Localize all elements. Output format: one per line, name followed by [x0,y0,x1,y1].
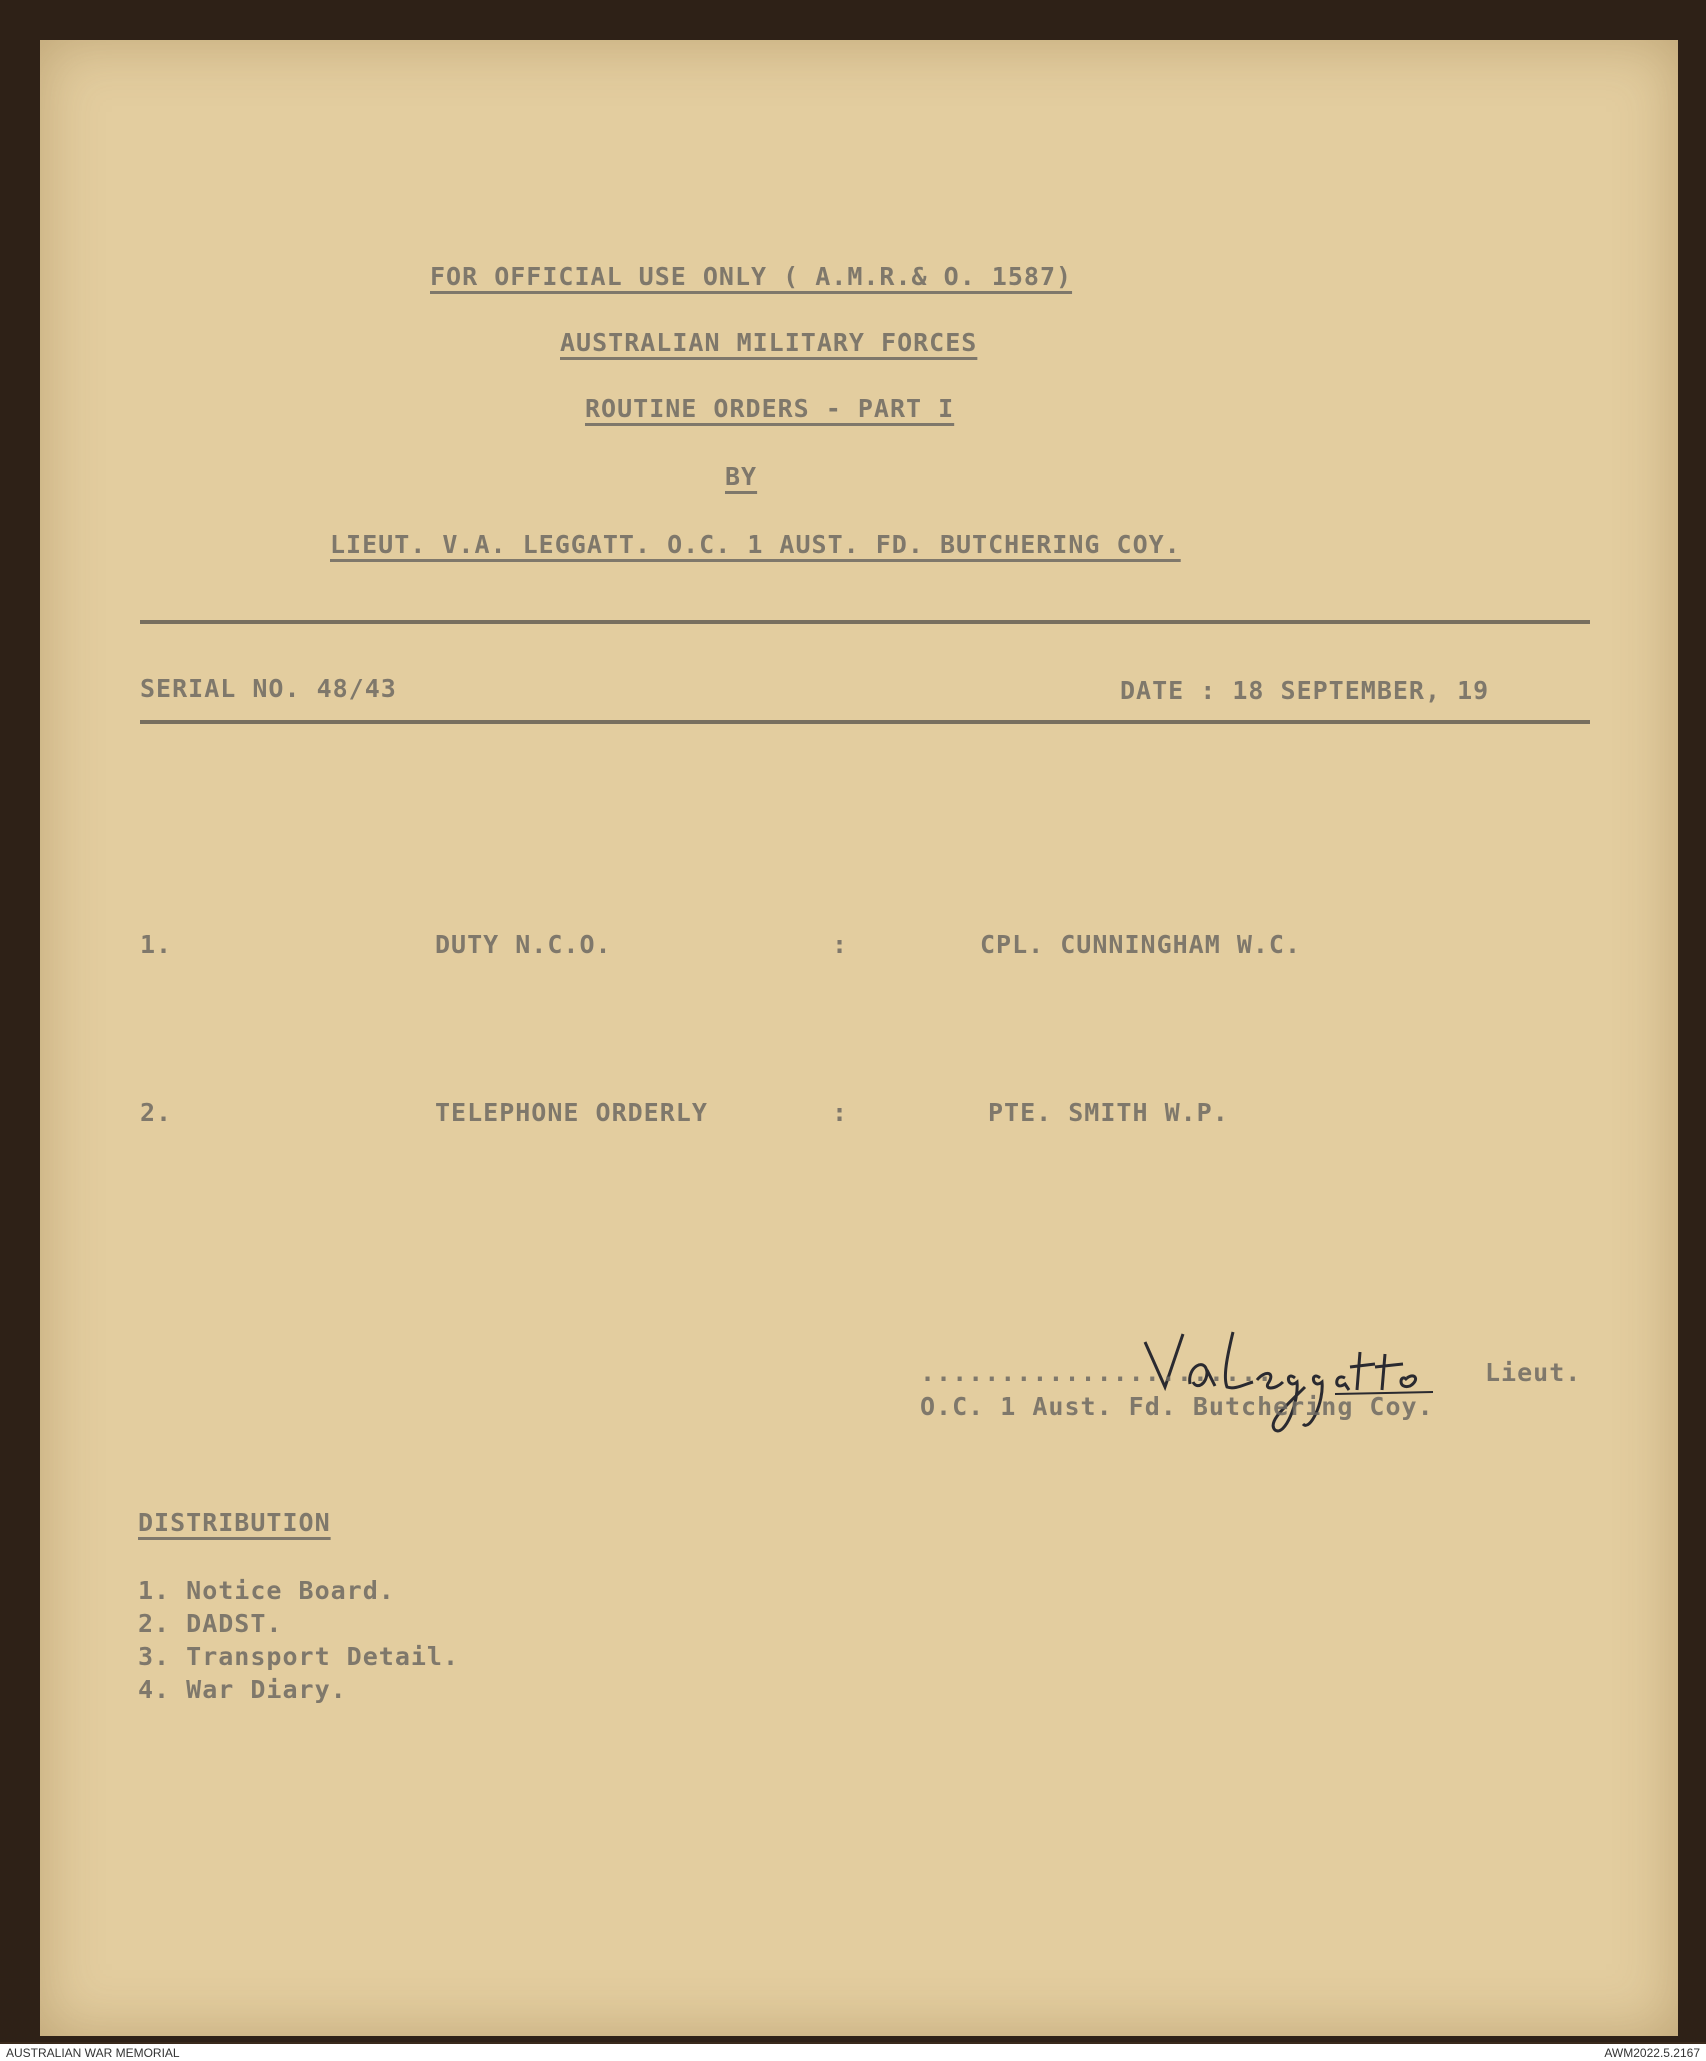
distribution-item: 3. Transport Detail. [138,1642,460,1671]
archive-reference: AWM2022.5.2167 [1604,2046,1700,2060]
header-restriction: FOR OFFICIAL USE ONLY ( A.M.R.& O. 1587) [430,262,1073,291]
order-separator: : [832,930,849,959]
distribution-item: 4. War Diary. [138,1675,347,1704]
top-rule [140,620,1590,624]
archive-footer [0,2044,1706,2061]
archive-name: AUSTRALIAN WAR MEMORIAL [6,2046,180,2060]
bottom-rule [140,720,1590,724]
header-routine-orders: ROUTINE ORDERS - PART I [585,394,955,423]
signatory-rank: Lieut. [1485,1358,1582,1387]
order-duty: TELEPHONE ORDERLY [435,1098,708,1127]
distribution-item: 1. Notice Board. [138,1576,395,1605]
header-by: BY [725,462,758,491]
order-separator: : [832,1098,849,1127]
header-forces: AUSTRALIAN MILITARY FORCES [560,328,978,357]
order-name: PTE. SMITH W.P. [988,1098,1229,1127]
order-date: DATE : 18 SEPTEMBER, 19 [1120,676,1490,705]
header-issuer: LIEUT. V.A. LEGGATT. O.C. 1 AUST. FD. BUTCHERING COY. [330,530,1181,559]
signatory-title: O.C. 1 Aust. Fd. Butchering Coy. [920,1392,1434,1421]
order-number: 1. [140,930,173,959]
order-name: CPL. CUNNINGHAM W.C. [980,930,1302,959]
order-number: 2. [140,1098,173,1127]
document-page [40,40,1678,2036]
distribution-heading: DISTRIBUTION [138,1508,331,1537]
serial-number: SERIAL NO. 48/43 [140,674,397,703]
signature-dots: ...................... [920,1358,1274,1387]
distribution-item: 2. DADST. [138,1609,283,1638]
order-duty: DUTY N.C.O. [435,930,612,959]
